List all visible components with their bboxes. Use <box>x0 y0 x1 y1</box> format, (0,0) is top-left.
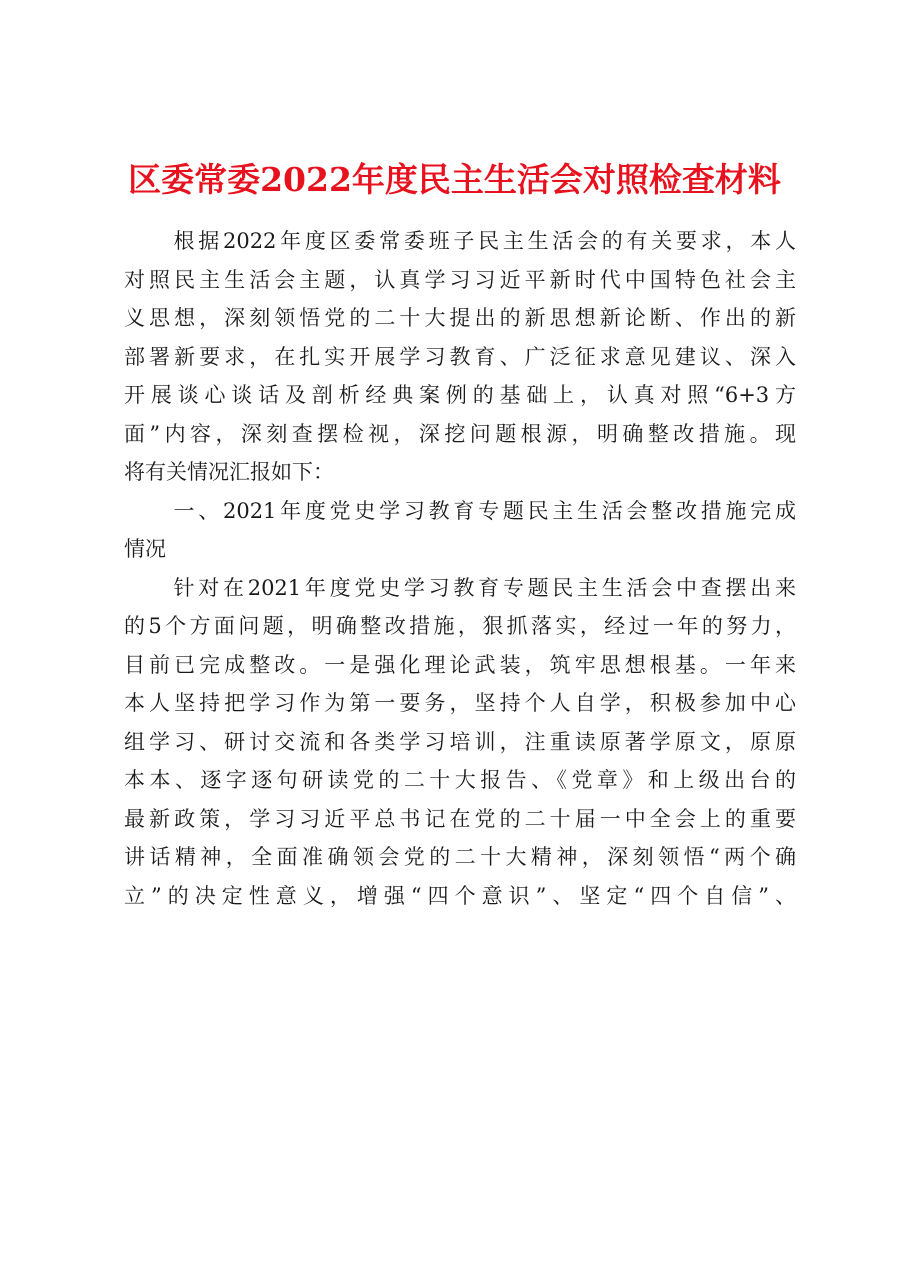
text-line: 义思想，深刻领悟党的二十大提出的新思想新论断、作出的新 <box>124 306 796 330</box>
text-line: 部署新要求，在扎实开展学习教育、广泛征求意见建议、深入 <box>124 344 796 369</box>
text-line: 讲话精神，全面准确领会党的二十大精神，深刻领悟“两个确 <box>124 845 796 869</box>
paragraph-intro <box>124 222 796 492</box>
text-line: 立”的决定性意义，增强“四个意识”、坚定“四个自信”、 <box>124 883 796 908</box>
text-line: 情况 <box>124 537 166 561</box>
section-heading-1 <box>124 492 796 569</box>
text-line: 一、2021年度党史学习教育专题民主生活会整改措施完成 <box>124 498 796 523</box>
text-line: 本人坚持把学习作为第一要务，坚持个人自学，积极参加中心 <box>124 691 796 715</box>
text-line: 针对在2021年度党史学习教育专题民主生活会中查摆出来 <box>124 575 796 600</box>
document-body <box>124 222 796 915</box>
text-line: 根据2022年度区委常委班子民主生活会的有关要求，本人 <box>124 229 796 253</box>
text-line: 本本、逐字逐句研读党的二十大报告、《党章》和上级出台的 <box>124 768 796 792</box>
text-line: 组学习、研讨交流和各类学习培训，注重读原著学原文，原原 <box>124 729 796 754</box>
text-line: 将有关情况汇报如下： <box>124 460 334 484</box>
text-line: 面”内容，深刻查摆检视，深挖问题根源，明确整改措施。现 <box>124 421 796 446</box>
text-line: 的5个方面问题，明确整改措施，狠抓落实，经过一年的努力， <box>124 614 796 638</box>
text-line: 最新政策，学习习近平总书记在党的二十届一中全会上的重要 <box>124 806 796 831</box>
document-title: 区委常委2022年度民主生活会对照检查材料 <box>128 160 781 199</box>
paragraph-rectification <box>124 569 796 916</box>
text-line: 开展谈心谈话及剖析经典案例的基础上，认真对照“6+3方 <box>124 383 796 407</box>
text-line: 目前已完成整改。一是强化理论武装，筑牢思想根基。一年来 <box>124 652 796 677</box>
text-line: 对照民主生活会主题，认真学习习近平新时代中国特色社会主 <box>124 267 796 292</box>
